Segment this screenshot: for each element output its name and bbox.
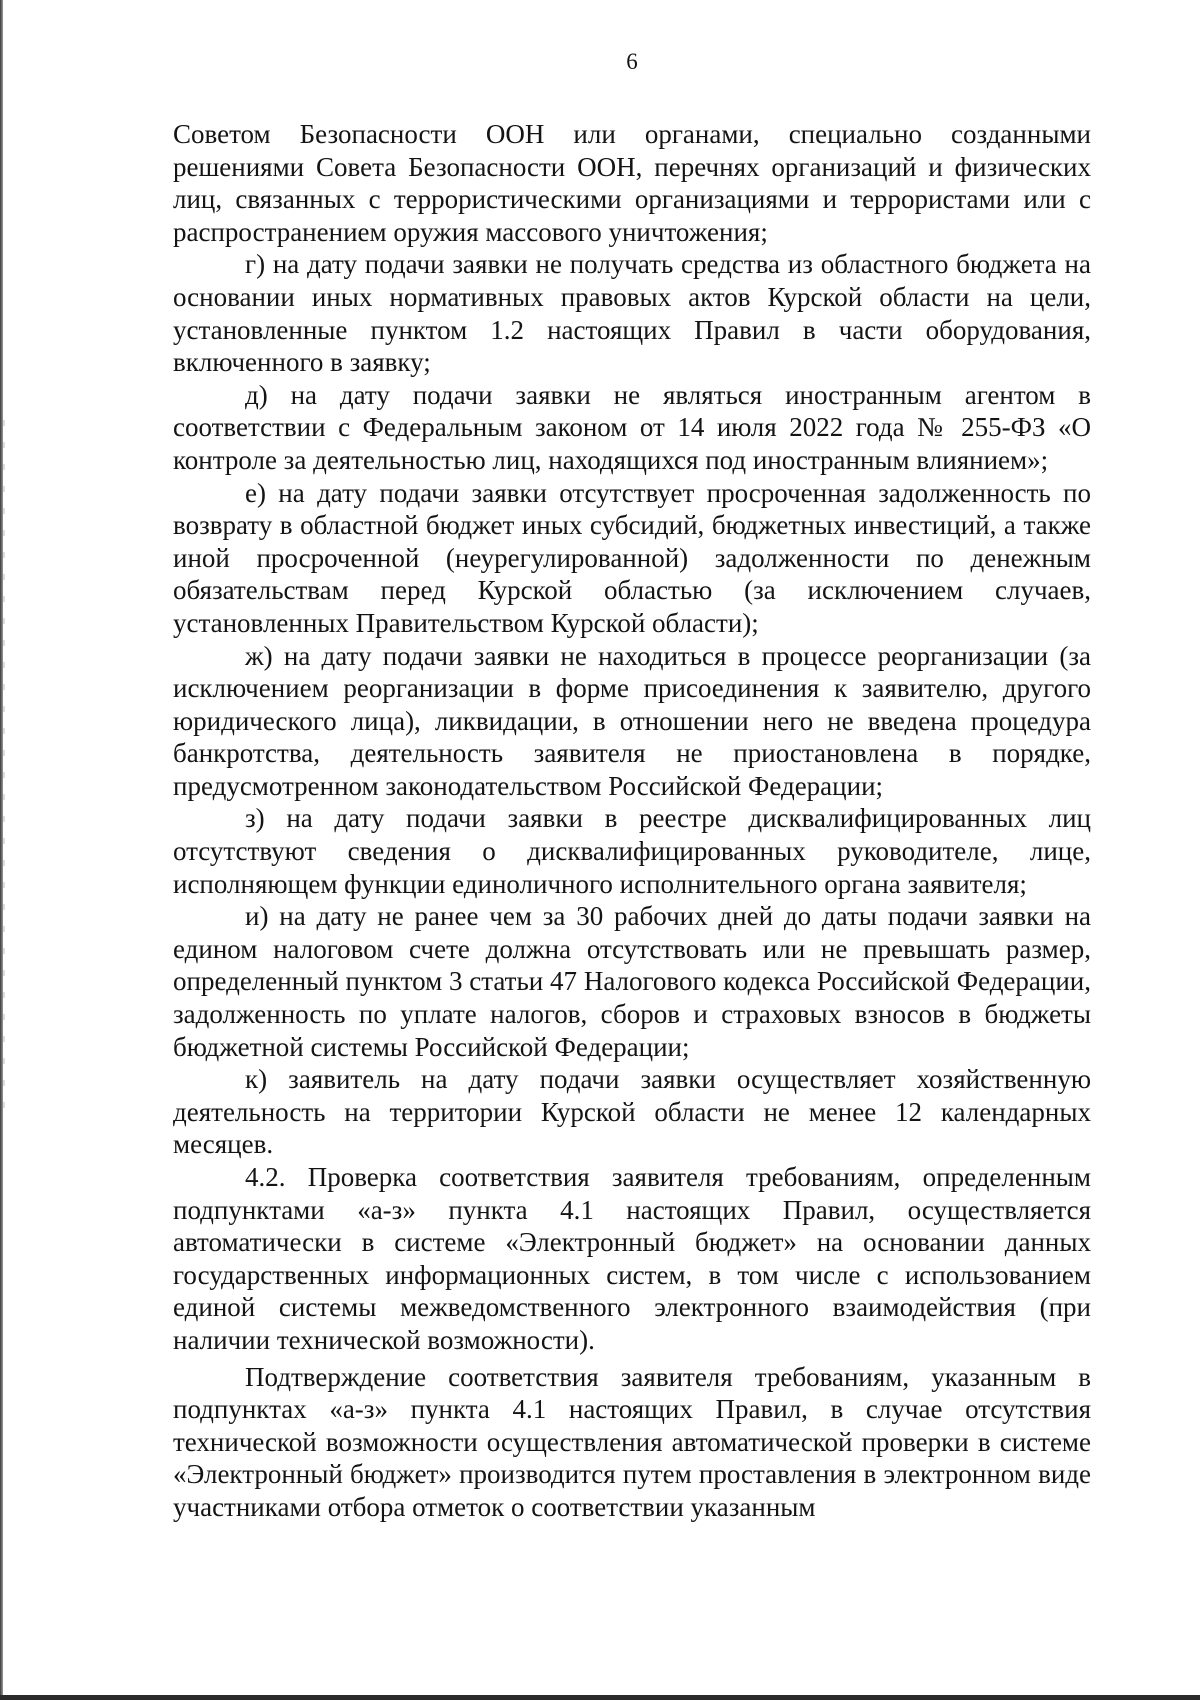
paragraph-continuation: Советом Безопасности ООН или органами, специально созданными решениями Совета Безопасности ООН, перечнях организаций и физических лиц, связанных с террористическими организациями и террористами или с распространением оружия массового уничтожения; [173,119,1091,247]
document-body [173,118,1091,1524]
scan-speckle [3,420,5,1120]
page-number: 6 [626,49,638,74]
paragraph-item-e: е) на дату подачи заявки отсутствует просроченная задолженность по возврату в областной бюджет иных субсидий, бюджетных инвестиций, а также иной просроченной (неурегулированной) задолженности по денежным обязательствам перед Курской областью (за исключением случаев, установленных Правительством Курской области); [173,477,1091,638]
paragraph-confirmation: Подтверждение соответствия заявителя требованиям, указанным в подпунктах «а-з» пункта 4.1 настоящих Правил, в случае отсутствия технической возможности осуществления автоматической проверки в системе «Электронный бюджет» производится путем проставления в электронном виде участниками отбора отметок о соответствии указанным [173,1361,1091,1522]
scan-edge-bottom [0,1695,1200,1700]
paragraph-section-4-2: 4.2. Проверка соответствия заявителя требованиям, определенным подпунктами «а-з» пункта 4.1 настоящих Правил, осуществляется автоматически в системе «Электронный бюджет» на основании данных государственных информационных систем, в том числе с использованием единой системы межведомственного электронного взаимодействия (при наличии технической возможности). [173,1162,1091,1355]
paragraph-item-z: з) на дату подачи заявки в реестре дисквалифицированных лиц отсутствуют сведения о дисквалифицированных руководителе, лице, исполняющем функции единоличного исполнительного органа заявителя; [173,803,1091,899]
paragraph-item-i: и) на дату не ранее чем за 30 рабочих дней до даты подачи заявки на едином налоговом счете должна отсутствовать или не превышать размер, определенный пунктом 3 статьи 47 Налогового кодекса Российской Федерации, задолженность по уплате налогов, сборов и страховых взносов в бюджеты бюджетной системы Российской Федерации; [173,901,1091,1062]
paragraph-item-g: г) на дату подачи заявки не получать средства из областного бюджета на основании иных нормативных правовых актов Курской области на цели, установленные пунктом 1.2 настоящих Правил в части оборудования, включенного в заявку; [173,249,1091,378]
paragraph-item-k: к) заявитель на дату подачи заявки осуществляет хозяйственную деятельность на территории Курской области не менее 12 календарных месяцев. [173,1064,1091,1160]
paragraph-item-d: д) на дату подачи заявки не являться иностранным агентом в соответствии с Федеральным законом от 14 июля 2022 года № 255-ФЗ «О контроле за деятельностью лиц, находящихся под иностранным влиянием»; [173,379,1091,475]
paragraph-item-zh: ж) на дату подачи заявки не находиться в процессе реорганизации (за исключением реорганизации в форме присоединения к заявителю, другого юридического лица), ликвидации, в отношении него не введена процедура банкротства, деятельность заявителя не приостановлена в порядке, предусмотренном законодательством Российской Федерации; [173,640,1091,801]
